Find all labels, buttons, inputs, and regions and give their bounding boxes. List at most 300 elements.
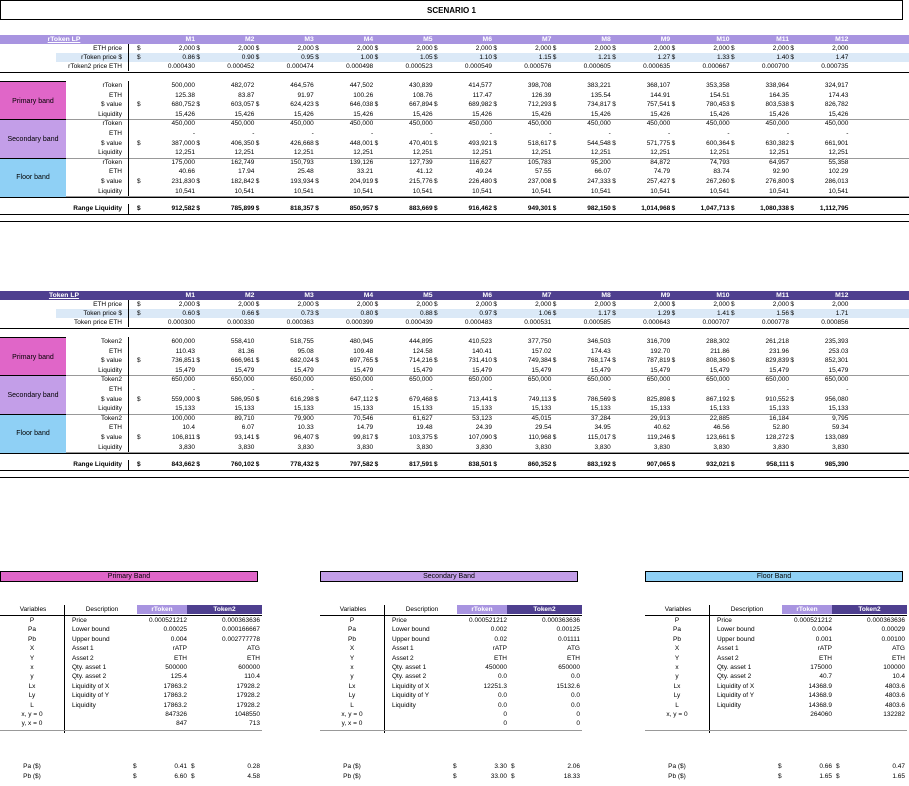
cell-value: 3,830 [832,443,849,451]
table-rtoken: 847326 [165,711,187,718]
dollar-sign: $ [137,139,141,147]
row-label: ETH [109,91,122,99]
cell-value: 91.97 [297,91,314,99]
table-var: x, y = 0 [666,711,688,718]
range-value: 932,021 [706,461,730,469]
dollar-sign: $ [255,54,260,61]
table-rtoken: 12251.3 [483,682,507,690]
dollar-sign: $ [552,45,557,52]
dollar-sign: $ [434,461,438,469]
dollar-sign: $ [671,54,676,61]
table-rtoken: 14368.9 [808,692,832,700]
table-var: P [29,617,35,624]
cell-value: 45,015 [531,414,552,422]
month-header: M7 [541,36,552,43]
band-label: Floor band [0,158,66,197]
row-label: ETH [109,130,122,137]
price-label: Pa ($) [23,763,41,770]
cell-value: 757,541 [646,101,671,109]
vline [128,204,129,214]
table-token2: ATG [567,645,580,653]
dollar-sign: $ [315,139,319,147]
cell-value: 15,426 [234,110,255,118]
cell-value: 15,133 [769,405,789,413]
dollar-sign: $ [255,139,260,147]
cell-value: 15,133 [828,405,849,413]
row-label: ETH [109,386,122,393]
dollar-sign: $ [434,101,438,109]
month-header: M12 [835,292,849,299]
col-header: Variables [19,606,47,613]
dollar-sign: $ [196,139,201,147]
cell-value: 1.41 [716,310,730,317]
cell-value: 650,000 [765,376,789,384]
table-var: Pa [28,626,36,634]
dollar-sign: $ [374,395,379,403]
dollar-sign: $ [790,139,795,147]
cell-value: 89,710 [234,414,255,422]
cell-value: 192.70 [650,347,671,355]
cell-value: 680,752 [171,101,195,109]
dollar-sign: $ [493,395,498,403]
dollar-sign: $ [671,178,676,185]
table-desc: Upper bound [392,635,430,643]
cell-value: 450,000 [171,120,195,128]
table-desc: Qty. asset 1 [392,664,427,671]
cell-value: 3,830 [535,443,552,451]
dollar-sign: $ [790,357,795,365]
dollar-sign: $ [137,54,141,61]
cell-value: 15,133 [353,405,374,413]
range-value: 850,957 [349,205,374,213]
table-desc: Lower bound [72,626,110,634]
cell-value: 19.48 [416,424,433,432]
dollar-sign: $ [671,310,676,317]
cell-value: 257,427 [646,178,671,185]
table-rtoken: 17863.2 [163,692,187,700]
cell-value: 559,000 [171,395,195,403]
table-rtoken: 264060 [810,711,832,718]
cell-value: 55,358 [828,158,849,166]
dollar-sign: $ [374,301,379,308]
cell-value: 480,945 [349,338,374,345]
dollar-sign: $ [196,395,201,403]
table-rtoken: 0.0 [497,673,507,681]
dollar-sign: $ [315,101,319,109]
cell-value: 518,617 [527,139,552,147]
cell-value: 15,479 [412,366,433,374]
cell-value: 346,503 [587,338,611,345]
dollar-sign: $ [778,763,782,770]
cell-value: 0.60 [182,310,195,317]
cell-value: 154.51 [709,91,730,99]
range-value: 985,390 [824,461,849,469]
col-header: rToken [796,606,818,613]
cell-value: 74.79 [653,168,671,176]
table-token2: 0.0 [570,673,580,681]
dollar-sign: $ [434,395,438,403]
cell-value: 22,885 [709,414,730,422]
table-rtoken: 0.000521212 [149,617,187,624]
cell-value: 15,133 [293,405,314,413]
dollar-sign: $ [133,763,137,770]
cell-value: 108.76 [412,91,433,99]
cell-value: 679,468 [409,395,433,403]
price-label: Pb ($) [343,773,361,780]
table-var: Pb [673,635,681,643]
section-title: Token LP [48,292,80,299]
month-header: M8 [601,36,611,43]
cell-value: 3,830 [713,443,730,451]
dollar-sign: $ [315,178,319,185]
cell-value: - [549,386,552,393]
table-var: P [674,617,680,624]
cell-value: 276,800 [765,178,789,185]
month-header: M11 [776,292,789,299]
dollar-sign: $ [315,395,319,403]
cell-value: 10.33 [297,424,314,432]
cell-value: 749,113 [528,395,552,403]
price-rtoken: 0.41 [174,763,187,770]
dollar-sign: $ [196,54,201,61]
month-header: M10 [716,292,730,299]
table-rtoken: 175000 [810,664,832,671]
cell-value: 450,000 [349,120,374,128]
table-desc: Upper bound [717,635,755,643]
range-value: 785,899 [230,205,255,213]
cell-value: 1.29 [657,310,671,317]
cell-value: 2,000 [356,45,374,52]
cell-value: 57.55 [535,168,552,176]
row-label: rToken [102,158,122,166]
cell-value: 124.58 [412,347,433,355]
dollar-sign: $ [552,461,557,469]
range-value: 982,150 [587,205,611,213]
dollar-sign: $ [790,205,795,213]
month-header: M10 [716,36,730,43]
cell-value: 15,479 [472,366,492,374]
dollar-sign: $ [255,45,260,52]
table-var: L [675,701,679,709]
dollar-sign: $ [434,139,438,147]
row-label: $ value [101,178,122,185]
table-rtoken: 14368.9 [808,682,832,690]
divider [0,221,909,222]
cell-value: 119,246 [647,434,671,441]
table-desc: Liquidity of X [72,682,110,690]
dollar-sign: $ [137,101,141,109]
dollar-sign: $ [315,54,319,61]
dollar-sign: $ [493,54,498,61]
cell-value: 10,541 [709,187,730,195]
cell-value: - [727,130,730,137]
cell-value: 10,541 [234,187,255,195]
cell-value: 2,000 [535,301,552,308]
row-label: rToken [102,82,122,89]
cell-value: 650,000 [171,376,195,384]
cell-value: 368,107 [646,82,671,89]
cell-value: 2,000 [416,301,433,308]
row-label: Liquidity [98,110,122,118]
table-rtoken: 17863.2 [163,682,187,690]
price-label: Pa ($) [343,763,361,770]
cell-value: 768,174 [587,357,611,365]
cell-value: 1.40 [776,54,789,61]
cell-value: 450,000 [290,120,314,128]
cell-value: 0.000483 [464,319,492,326]
table-var: Lx [673,682,681,690]
cell-value: 41.12 [416,168,433,176]
dollar-sign: $ [434,45,438,52]
cell-value: 231.96 [769,347,789,355]
cell-value: 15,426 [175,110,195,118]
table-var: x [350,664,354,671]
dollar-sign: $ [137,395,141,403]
cell-value: 15,479 [531,366,552,374]
table-var: Lx [28,682,36,690]
cell-value: 29.54 [535,424,552,432]
cell-value: - [371,386,374,393]
cell-value: - [608,386,611,393]
cell-value: 74,793 [709,158,730,166]
cell-value: 0.000439 [405,319,433,326]
table-desc: Price [392,617,407,624]
cell-value: 1.33 [716,54,730,61]
row-label: ETH [109,424,122,432]
dollar-sign: $ [137,434,141,441]
dollar-sign: $ [731,54,735,61]
table-var: Pa [673,626,681,634]
col-header: rToken [151,606,173,613]
cell-value: 558,410 [230,338,255,345]
dollar-sign: $ [552,54,557,61]
cell-value: 12,251 [769,149,789,157]
vline [128,81,129,119]
cell-value: - [846,386,849,393]
cell-value: 544,548 [587,139,611,147]
dollar-sign: $ [255,178,260,185]
dollar-sign: $ [315,461,319,469]
range-value: 797,582 [349,461,374,469]
dollar-sign: $ [790,461,795,469]
cell-value: 0.000452 [227,63,255,70]
cell-value: 15,426 [769,110,789,118]
cell-value: 102.29 [828,168,849,176]
cell-value: 267,260 [706,178,730,185]
band-label: Secondary band [0,375,66,414]
cell-value: 96,407 [293,434,314,441]
table-desc: Qty. asset 1 [72,664,107,671]
table-var: y, x = 0 [341,720,363,728]
dollar-sign: $ [374,139,379,147]
cell-value: 110,968 [528,434,552,441]
cell-value: 15,426 [412,110,433,118]
month-header: M4 [363,36,374,43]
cell-value: 603,057 [230,101,255,109]
cell-value: 450,000 [409,120,433,128]
cell-value: 430,839 [409,82,433,89]
cell-value: 448,001 [349,139,374,147]
dollar-sign: $ [731,45,735,52]
cell-value: - [252,386,255,393]
dollar-sign: $ [552,301,557,308]
table-var: X [29,645,35,653]
table-token2: 4803.6 [885,682,905,690]
cell-value: 15,479 [650,366,671,374]
range-value: 912,582 [171,205,195,213]
cell-value: 956,080 [824,395,849,403]
dollar-sign: $ [191,763,195,770]
cell-value: 99,817 [353,434,374,441]
dollar-sign: $ [790,434,795,441]
table-rtoken: 450000 [485,664,507,671]
cell-value: 140.41 [472,347,492,355]
dollar-sign: $ [196,205,201,213]
month-header: M6 [482,36,492,43]
dollar-sign: $ [493,301,498,308]
cell-value: 59.34 [832,424,849,432]
cell-value: 0.000576 [524,63,552,70]
cell-value: 867,192 [706,395,730,403]
table-var: X [349,645,355,653]
cell-value: 1.56 [776,310,789,317]
table-desc: Asset 2 [717,654,739,662]
month-header: M9 [660,36,671,43]
dollar-sign: $ [434,434,438,441]
col-header: Token2 [213,606,236,613]
cell-value: 647,112 [350,395,374,403]
cell-value: 12,251 [472,149,492,157]
dollar-sign: $ [374,461,379,469]
table-var: y [675,673,679,681]
cell-value: 34.95 [594,424,611,432]
range-value: 907,065 [646,461,671,469]
cell-value: 650,000 [409,376,433,384]
cell-value: 852,301 [824,357,849,365]
cell-value: 377,750 [527,338,552,345]
cell-value: 15,479 [590,366,611,374]
cell-value: 714,216 [409,357,433,365]
row-label: $ value [101,101,122,109]
cell-value: 410,523 [468,338,492,345]
table-token2: ETH [567,654,580,662]
divider [0,214,909,215]
table-desc: Asset 1 [72,645,94,653]
table-rtoken: 0.000521212 [469,617,507,624]
cell-value: 650,000 [587,376,611,384]
cell-value: 450,000 [706,120,730,128]
row-label: Liquidity [98,405,122,413]
cell-value: 2,000 [653,45,671,52]
cell-value: 95.08 [297,347,314,355]
vline [384,605,385,733]
cell-value: 2,000 [356,301,374,308]
cell-value: 450,000 [468,120,492,128]
cell-value: 204,919 [349,178,374,185]
cell-value: 661,901 [824,139,849,147]
dollar-sign: $ [196,45,201,52]
cell-value: 786,569 [587,395,611,403]
dollar-sign: $ [255,357,260,365]
cell-value: 3,830 [178,443,195,451]
cell-value: 14.79 [356,424,374,432]
range-value: 1,014,968 [641,205,671,213]
dollar-sign: $ [315,357,319,365]
table-rtoken: ETH [174,654,187,662]
table-token2: 17928.2 [236,692,260,700]
cell-value: - [371,130,374,137]
table-var: Ly [28,692,36,700]
cell-value: 12,251 [293,149,314,157]
cell-value: 444,895 [409,338,433,345]
cell-value: 650,000 [468,376,492,384]
range-value: 817,591 [409,461,433,469]
cell-value: 144.91 [650,91,671,99]
table-token2: 132282 [883,711,905,718]
table-token2: 0.000363636 [542,617,580,624]
dollar-sign: $ [671,461,676,469]
vline [128,158,129,196]
table-desc: Liquidity [392,701,416,709]
cell-value: 646,038 [349,101,374,109]
month-header: M1 [185,36,195,43]
cell-value: 15,479 [353,366,374,374]
table-token2: 0.00125 [556,626,580,634]
table-token2: 650000 [558,664,580,671]
cell-value: 2,000 [653,301,671,308]
dollar-sign: $ [790,45,795,52]
cell-value: 9,795 [832,414,849,422]
month-header: M9 [660,292,671,299]
cell-value: 600,364 [706,139,730,147]
price-label: Pb ($) [23,773,41,780]
cell-value: - [727,386,730,393]
dollar-sign: $ [612,461,616,469]
cell-value: 10,541 [769,187,789,195]
cell-value: 450,000 [824,120,849,128]
dollar-sign: $ [255,101,260,109]
cell-value: 12,251 [234,149,255,157]
table-desc: Qty. asset 2 [392,673,427,681]
cell-value: 3,830 [356,443,374,451]
cell-value: - [549,130,552,137]
range-value: 883,669 [409,205,433,213]
table-desc: Liquidity [72,701,96,709]
cell-value: 808,360 [706,357,730,365]
table-token2: 17928.2 [236,682,260,690]
cell-value: 450,000 [527,120,552,128]
table-rtoken: 0.0004 [812,626,832,634]
range-value: 843,662 [171,461,195,469]
cell-value: 10,541 [412,187,433,195]
vline [128,337,129,375]
row-label: rToken [102,120,122,128]
cell-value: 15,133 [234,405,255,413]
cell-value: - [192,130,195,137]
table-rtoken: 0.02 [494,635,507,643]
cell-value: 15,133 [412,405,433,413]
cell-value: 734,817 [587,101,611,109]
cell-value: 0.66 [241,310,255,317]
cell-value: 24.39 [475,424,492,432]
table-var: Y [674,654,680,662]
dollar-sign: $ [790,395,795,403]
dollar-sign: $ [552,395,557,403]
cell-value: 666,961 [230,357,255,365]
dollar-sign: $ [434,205,438,213]
cell-value: 2,000 [297,301,314,308]
dollar-sign: $ [493,461,498,469]
